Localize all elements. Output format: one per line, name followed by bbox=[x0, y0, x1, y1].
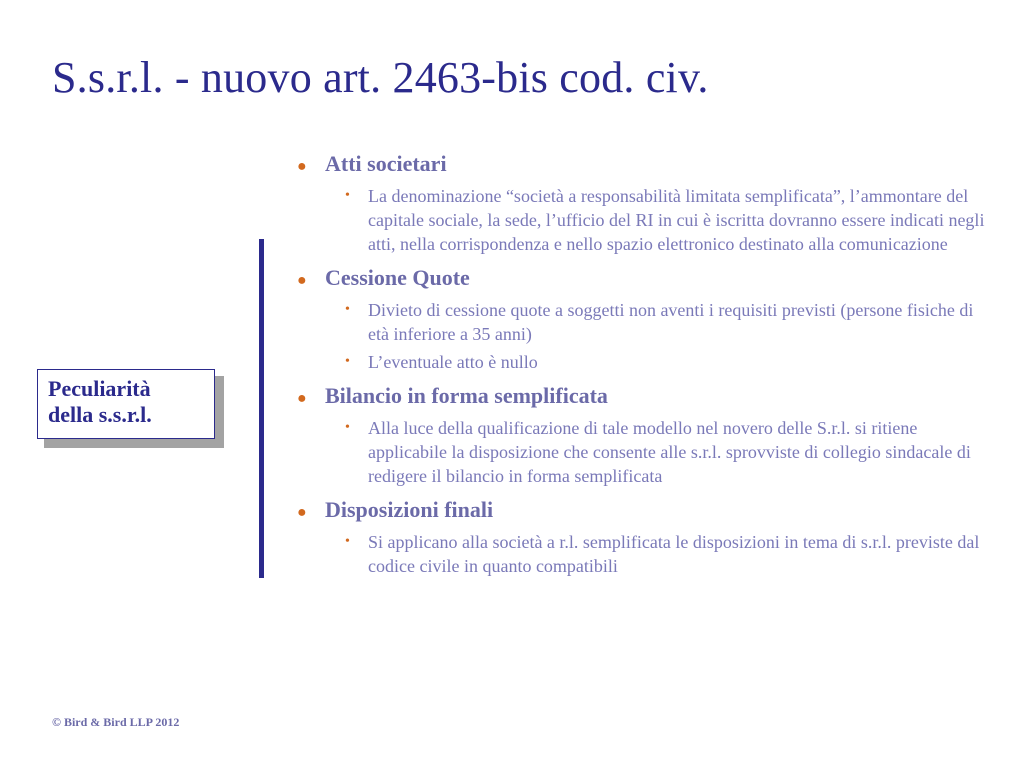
small-bullet-icon: • bbox=[345, 420, 350, 435]
list-item-text: L’eventuale atto è nullo bbox=[368, 352, 538, 372]
sub-list bbox=[297, 416, 997, 488]
section-heading-label: Bilancio in forma semplificata bbox=[325, 383, 608, 408]
list-item bbox=[345, 298, 997, 346]
section-heading-label: Cessione Quote bbox=[325, 265, 470, 290]
side-box-line-1: Peculiarità bbox=[48, 376, 151, 401]
section-heading bbox=[297, 150, 997, 181]
section-heading bbox=[297, 264, 997, 295]
list-item bbox=[345, 350, 997, 374]
side-box-line-2: della s.s.r.l. bbox=[48, 402, 152, 427]
copyright-footer: © Bird & Bird LLP 2012 bbox=[52, 715, 180, 729]
bullet-dot-icon: ● bbox=[297, 158, 307, 175]
side-box-text bbox=[48, 376, 204, 428]
section-heading bbox=[297, 496, 997, 527]
small-bullet-icon: • bbox=[345, 534, 350, 549]
list-item bbox=[345, 184, 997, 256]
slide-title: S.s.r.l. - nuovo art. 2463-bis cod. civ. bbox=[52, 53, 709, 102]
list-item bbox=[345, 416, 997, 488]
bullet-dot-icon: ● bbox=[297, 390, 307, 407]
small-bullet-icon: • bbox=[345, 302, 350, 317]
side-box bbox=[37, 369, 215, 439]
bullet-dot-icon: ● bbox=[297, 272, 307, 289]
section-atti-societari bbox=[297, 150, 997, 256]
bullet-content bbox=[297, 150, 997, 586]
section-disposizioni-finali bbox=[297, 496, 997, 578]
list-item-text: Alla luce della qualificazione di tale modello nel novero delle S.r.l. si ritiene applicabile la disposizione che consente alle s.r.l. sprovviste di collegio sindacale di redigere il bilancio in forma semplificata bbox=[368, 418, 971, 486]
small-bullet-icon: • bbox=[345, 354, 350, 369]
section-bilancio bbox=[297, 382, 997, 488]
bullet-dot-icon: ● bbox=[297, 504, 307, 521]
list-item-text: La denominazione “società a responsabilità limitata semplificata”, l’ammontare del capitale sociale, la sede, l’ufficio del RI in cui è iscritta dovranno essere indicati negli atti, nella corrispondenza e nello spazio elettronico destinato alla comunicazione bbox=[368, 186, 985, 254]
vertical-divider bbox=[259, 239, 264, 578]
small-bullet-icon: • bbox=[345, 188, 350, 203]
section-heading-label: Disposizioni finali bbox=[325, 497, 494, 522]
section-heading-label: Atti societari bbox=[325, 151, 447, 176]
list-item bbox=[345, 530, 997, 578]
sub-list bbox=[297, 298, 997, 374]
list-item-text: Si applicano alla società a r.l. semplificata le disposizioni in tema di s.r.l. previste dal codice civile in quanto compatibili bbox=[368, 532, 980, 576]
sub-list bbox=[297, 184, 997, 256]
list-item-text: Divieto di cessione quote a soggetti non aventi i requisiti previsti (persone fisiche di età inferiore a 35 anni) bbox=[368, 300, 974, 344]
section-cessione-quote bbox=[297, 264, 997, 374]
sub-list bbox=[297, 530, 997, 578]
section-heading bbox=[297, 382, 997, 413]
